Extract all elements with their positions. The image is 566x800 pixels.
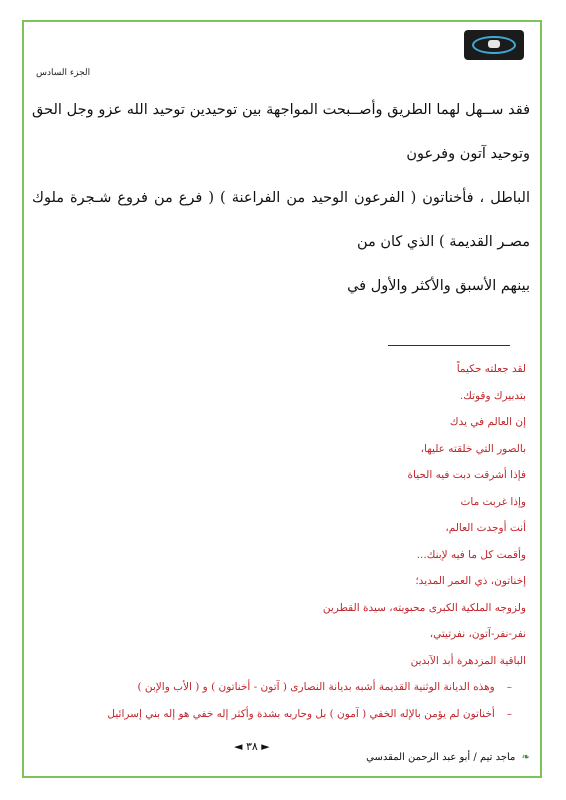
main-text [32, 88, 530, 308]
footnote-line: لقد جعلته حكيماً [456, 363, 526, 375]
part-label: الجزء السادس [36, 68, 91, 78]
footnote-line: أنت أوجدت العالم، [445, 522, 526, 534]
author-credit [366, 752, 530, 763]
footnote-line: إن العالم في يدك [449, 416, 526, 428]
footnote-line: إخناتون، ذي العمر المديد؛ [415, 575, 526, 587]
footnote-line: بالصور التي خلقته عليها، [420, 442, 526, 455]
body-line: الباطل ، فأخناتون ( الفرعون الوحيد من الفراعنة ) ( فرع من فروع شـجرة ملوك مصـر القديمة ) الذي كان من [32, 190, 530, 250]
page-footer [36, 740, 530, 770]
footnote-bullet: – وهذه الديانة الوثنية القديمة أشبه بديانة النصارى ( آتون - أخناتون ) و ( الأب والإبن ) [40, 674, 526, 701]
author-name: ماجد تيم / أبو عبد الرحمن المقدسي [366, 752, 516, 763]
body-line: بينهم الأسبق والأكثر والأول في [347, 278, 530, 294]
footnote-bullet: – أخناتون لم يؤمن بالإله الخفي ( آمون ) بل وحاربه بشدة وأكثر إله خفي هو إله بني إسرائيل [40, 701, 526, 728]
footnote-line: بتدبيرك وقوتك. [459, 389, 526, 402]
leaf-icon: ❧ [521, 752, 530, 763]
footnote-line: فإذا أشرقت دبت فيه الحياة [407, 469, 526, 481]
body-line: فقد ســهل لهما الطريق وأصــبحت المواجهة بين توحيدين توحيد الله عزو وجل الحق وتوحيد آتون وفرعون [32, 102, 530, 162]
footnotes [40, 356, 526, 727]
footnote-line: الباقية المزدهرة أبد الآبدين [410, 654, 526, 667]
page-number: ◄ ٣٨ ► [234, 740, 270, 753]
footnote-line: وإذا غربت مات [460, 495, 526, 508]
footnote-divider [388, 345, 510, 346]
footnote-line: نفر-نفر-آتون، نفرتيتي، [429, 628, 526, 640]
footnote-line: ولزوجه الملكية الكبرى محبوبته، سيدة القطرين [322, 601, 526, 614]
footnote-line: وأقمت كل ما فيه لإبنك... [416, 548, 526, 561]
site-logo-icon [464, 30, 524, 60]
